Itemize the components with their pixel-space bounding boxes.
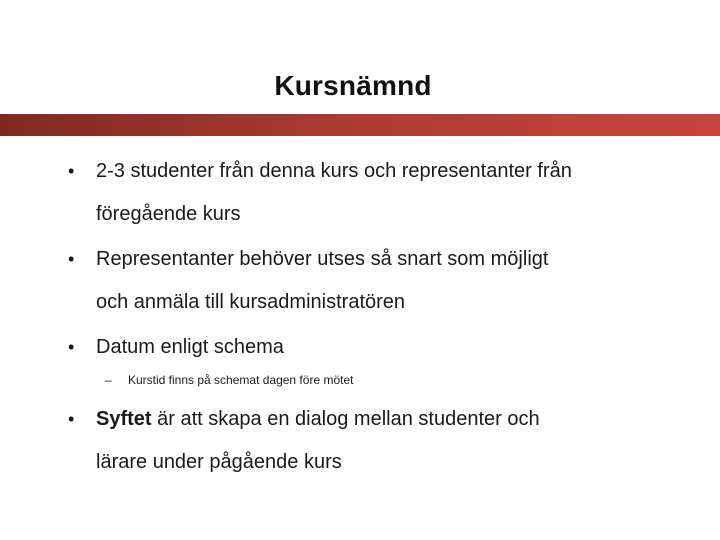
bullet-text-line (96, 398, 700, 441)
bullet-text-rest: är att skapa en dialog mellan studenter och (151, 408, 540, 430)
bullet-text-line: och anmäla till kursadministratören (96, 291, 406, 313)
bullet-text-line: lärare under pågående kurs (96, 451, 342, 473)
bullet-list (0, 150, 720, 484)
bullet-dot-icon: • (68, 409, 75, 429)
bullet-text-line: Representanter behöver utses så snart som möjligt (96, 248, 549, 270)
title-accent-bar (0, 114, 720, 136)
bullet-dot-icon: • (68, 161, 75, 181)
sub-bullet-text: Kurstid finns på schemat dagen före mötet (128, 373, 354, 387)
slide-title: Kursnämnd (274, 70, 432, 101)
bullet-item-2 (0, 238, 720, 324)
bullet-text-line: 2-3 studenter från denna kurs och representanter från (96, 160, 572, 182)
bullet-text-line: föregående kurs (96, 203, 241, 225)
sub-bullet-item (0, 366, 720, 394)
bullet-bold-lead: Syftet (96, 408, 152, 430)
sub-bullet-dash-icon: – (105, 373, 112, 387)
bullet-dot-icon: • (68, 249, 75, 269)
bullet-item-4 (0, 398, 720, 484)
bullet-dot-icon: • (68, 337, 75, 357)
bullet-item-3 (0, 326, 720, 369)
bullet-item-1 (0, 150, 720, 236)
bullet-text-line: Datum enligt schema (96, 336, 284, 358)
